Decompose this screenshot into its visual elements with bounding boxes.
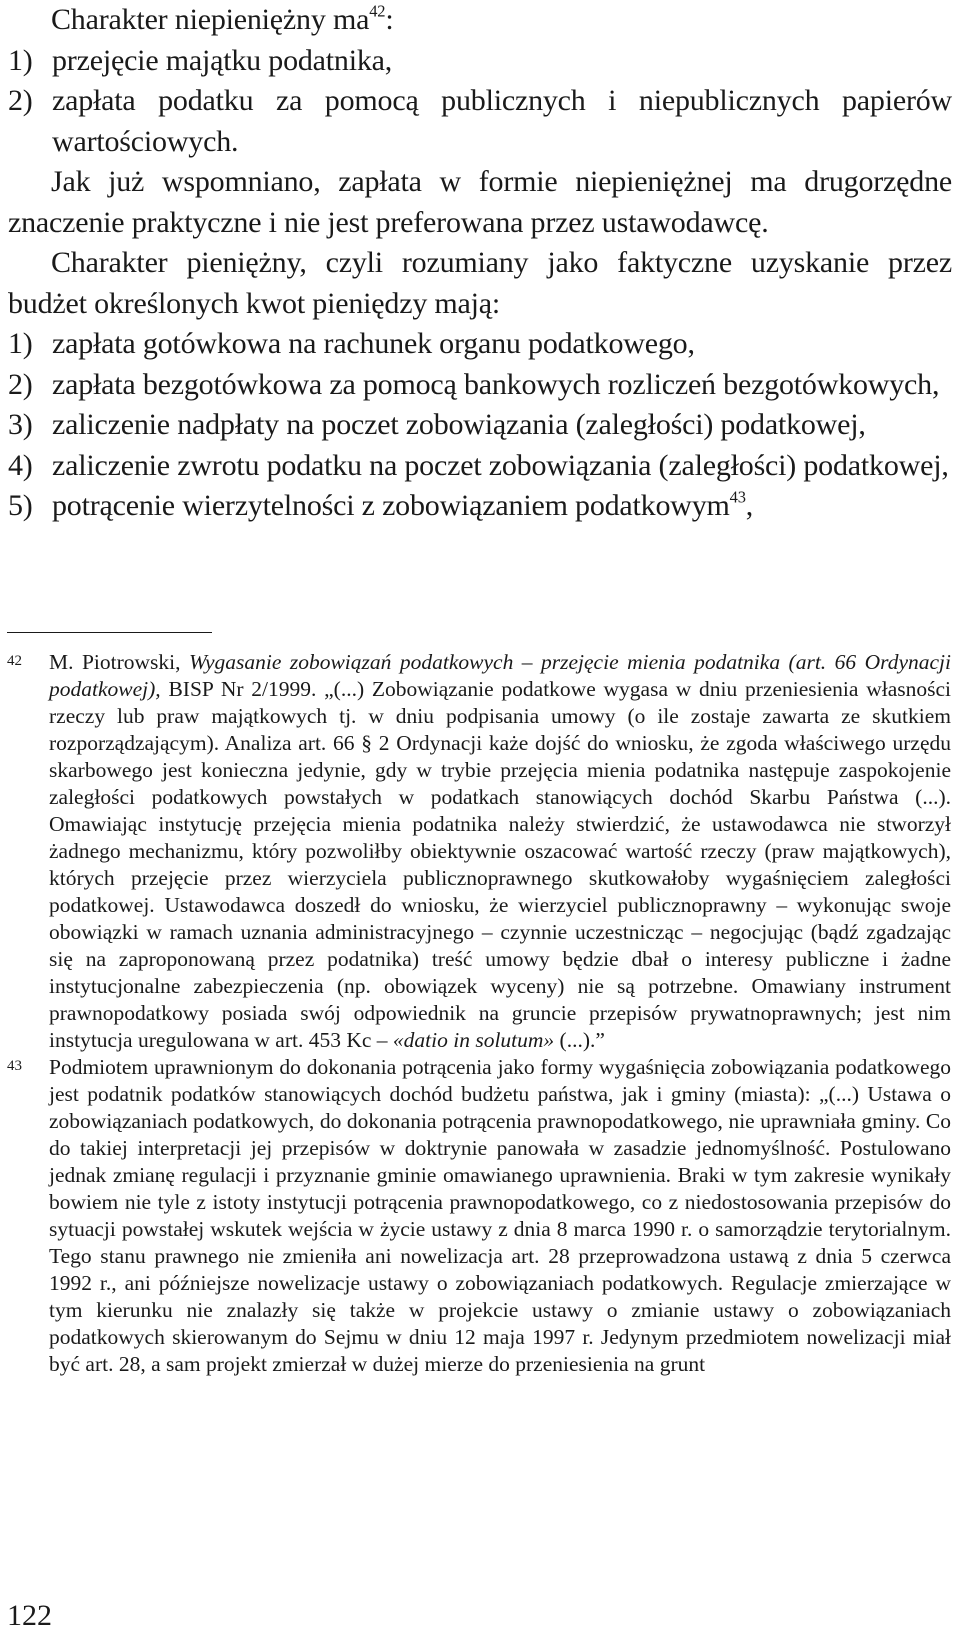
footnote-marker: 42	[7, 653, 22, 669]
list-item	[8, 81, 952, 162]
list-item	[8, 41, 952, 82]
list-item	[8, 446, 952, 487]
paragraph-text: Charakter niepieniężny ma	[51, 3, 370, 36]
list-text: przejęcie majątku podatnika,	[52, 43, 393, 77]
footnote-body: Podmiotem uprawnionym do dokonania potrącenia jako formy wygaśnięcia zobowiązania podatkowego jest podatnik podatków stanowiących dochód budżetu państwa, jak i gminy (miasta): „(...) Ustawa o zobowiązaniach podatkowych, do dokonania potrącenia prawnopodatkowego, nie uprawniała gminy. Co do takiej interpretacji jej przepisów w doktrynie panowała w zasadzie jednomyślność. Postulowano jednak zmianę regulacji i przyznanie gminie omawianego uprawnienia. Braki w tym zakresie wynikały bowiem nie tyle z istoty instytucji potrącenia prawnopodatkowego, co z niedostosowania przepisów do sytuacji powstałej wskutek wejścia w życie ustawy z dnia 8 marca 1990 r. o samorządzie terytorialnym. Tego stanu prawnego nie zmieniła ani nowelizacja art. 28 przeprowadzona ustawą z dnia 5 czerwca 1992 r., ani późniejsze nowelizacje ustawy o zobowiązaniach podatkowych. Regulacje zmierzające w tym kierunku nie znalazły się także w projekcie ustawy o zmianie ustawy o zobowiązaniach podatkowych skierowanym do Sejmu w dniu 12 maja 1997 r. Jedynym przedmiotem nowelizacji miał być art. 28, a sam projekt zmierzał w dużej mierze do przeniesienia na grunt	[49, 1055, 951, 1376]
list-number: 2)	[8, 367, 33, 401]
list-text: zaliczenie zwrotu podatku na poczet zobowiązania (zaległości) podatkowej,	[52, 448, 949, 482]
footnote-text: BISP Nr 2/1999. „(...) Zobowiązanie podatkowe wygasa w dniu przeniesienia własności rzeczy lub praw majątkowych tj. w dniu podpisania umowy (o ile zostaje zawarta ze skutkiem rozporządzającym). Analiza art. 66 § 2 Ordynacji każe dojść do wniosku, że zgoda właściwego urzędu skarbowego jest konieczna jedynie, gdy w trybie przejęcia mienia podatnika następuje zaspokojenie zaległości podatkowych powstałych w podatkach stanowiących dochód Skarbu Państwa (...). Omawiając instytucję przejęcia mienia podatnika należy stwierdzić, że ustawodawca nie stworzył żadnego mechanizmu, który pozwoliłby obiektywnie oszacować wartość rzeczy (praw majątkowych), których przejęcie przez wierzyciela publicznoprawnego skutkowałoby wygaśnięciem zaległości podatkowej. Ustawodawca doszedł do wniosku, że wierzyciel publicznoprawny – wykonując swoje obowiązki w ramach uznania administracyjnego – czynnie uczestnicząc – negocjując (bądź zgadzając się na zaproponowaną przez podatnika) treść umowy będzie dbał o interesy publiczne i żadne instytucjonalne zabezpieczenia (np. obowiązek wyceny) nie są potrzebne. Omawiany instrument prawnopodatkowy posiada swój odpowiednik na gruncie przepisów prywatnoprawnych; jest nim instytucja uregulowana w art. 453 Kc –	[49, 677, 951, 1052]
list-item	[8, 405, 952, 446]
list-number: 1)	[8, 327, 33, 360]
list-item	[8, 486, 952, 527]
list-number: 2)	[8, 84, 33, 117]
list-number: 1)	[8, 43, 33, 77]
page-number: 122	[7, 1599, 52, 1632]
footnote-separator	[7, 632, 212, 633]
paragraph-non-monetary	[8, 0, 952, 41]
list-text: zaliczenie nadpłaty na poczet zobowiązania (zaległości) podatkowej,	[52, 408, 866, 441]
list-item	[8, 365, 952, 406]
colon: :	[385, 3, 394, 36]
list-item	[8, 324, 952, 365]
footnote-italic-phrase: «datio in solutum»	[392, 1028, 555, 1052]
footnote-body	[49, 649, 951, 1054]
list-text	[52, 486, 952, 527]
list-text: zapłata podatku za pomocą publicznych i niepublicznych papierów wartościowych.	[52, 84, 952, 158]
footnote-author: M. Piotrowski,	[49, 650, 181, 674]
footnote-ref-43[interactable]: 43	[729, 487, 746, 507]
footnote-cited-title: Wygasanie zobowiązań podatkowych – przejęcie mienia podatnika (art. 66 Ordynacji podatkowej),	[49, 650, 951, 701]
comma: ,	[745, 489, 754, 522]
list-text-content: potrącenie wierzytelności z zobowiązaniem podatkowym	[52, 489, 730, 522]
list-number: 5)	[8, 489, 33, 522]
footnote-text-end: (...).”	[559, 1028, 605, 1052]
footnote-43	[7, 1054, 951, 1378]
main-text	[8, 0, 952, 527]
list-text: zapłata gotówkowa na rachunek organu podatkowego,	[52, 327, 695, 360]
paragraph-monetary: Charakter pieniężny, czyli rozumiany jako faktyczne uzyskanie przez budżet określonych kwot pieniędzy mają:	[8, 246, 952, 320]
list-number: 4)	[8, 448, 33, 482]
footnotes	[7, 649, 951, 1378]
list-number: 3)	[8, 408, 33, 441]
footnote-ref-42[interactable]: 42	[369, 1, 386, 21]
footnote-marker: 43	[7, 1058, 22, 1074]
paragraph-secondary: Jak już wspomniano, zapłata w formie niepieniężnej ma drugorzędne znaczenie praktyczne i nie jest preferowana przez ustawodawcę.	[8, 165, 952, 239]
footnote-42	[7, 649, 951, 1054]
list-text: zapłata bezgotówkowa za pomocą bankowych rozliczeń bezgotówkowych,	[52, 367, 940, 401]
